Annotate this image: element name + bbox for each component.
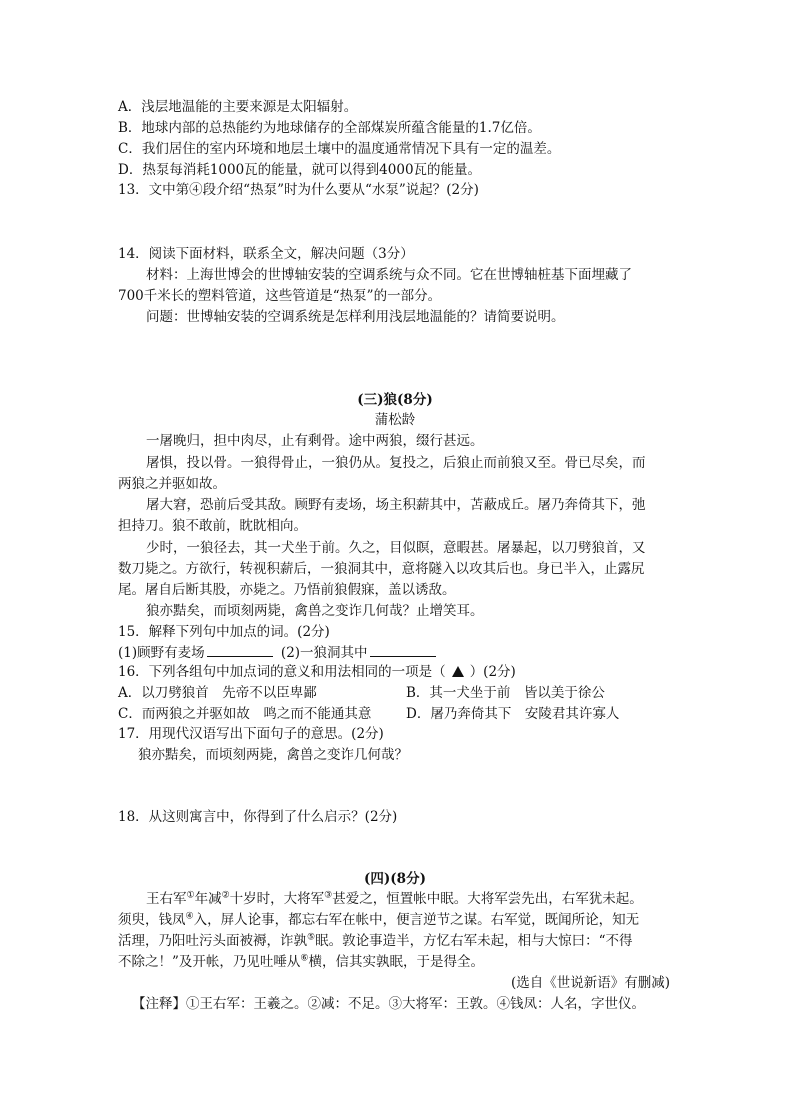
- passage-4-line: 王右军①年减②十岁时，大将军③甚爱之，恒置帐中眠。大将军尝先出，右军犹未起。: [146, 890, 643, 907]
- passage-4-line: 不除之！”及开帐，乃见吐唾从⑥横，信其实孰眠，于是得全。: [118, 953, 484, 970]
- question-16-row-1: [118, 683, 605, 703]
- passage-4-notes: 【注释】①王右军：王羲之。②减：不足。③大将军：王敦。④钱凤：人名，字世仪。: [132, 996, 645, 1012]
- note-marker: ①: [186, 890, 195, 901]
- note-marker: ④: [185, 911, 194, 922]
- passage-line: 屠惧，投以骨。一狼得骨止，一狼仍从。复投之，后狼止而前狼又至。骨已尽矣，而: [146, 455, 646, 471]
- question-18: 18．从这则寓言中，你得到了什么启示？(2分): [118, 809, 398, 825]
- option-b: B．地球内部的总热能约为地球储存的全部煤炭所蕴含能量的1.7亿倍。: [118, 120, 541, 136]
- question-16-points: ）(2分): [469, 664, 516, 680]
- passage-4-source: (选自《世说新语》有删减): [510, 975, 670, 991]
- question-16-option-c: C．而两狼之并驱如故 鸣之而不能通其意: [118, 706, 372, 722]
- question-13: 13．文中第④段介绍“热泵”时为什么要从“水泵”说起？(2分): [118, 182, 479, 198]
- passage-line: 一屠晚归，担中肉尽，止有剩骨。途中两狼，缀行甚远。: [146, 433, 484, 449]
- question-15-item-2: (2)一狼洞其中: [280, 645, 368, 661]
- question-16-option-b: B．其一犬坐于前 皆以美于徐公: [406, 685, 605, 701]
- question-15-item-1: (1)顾野有麦场: [118, 645, 205, 661]
- question-14-material-1: 材料：上海世博会的世博轴安装的空调系统与众不同。它在世博轴桩基下面埋藏了: [146, 267, 632, 283]
- question-17-sentence: 狼亦黠矣，而顷刻两毙，禽兽之变诈几何哉？: [138, 747, 408, 763]
- question-15-items: [118, 642, 436, 662]
- note-marker: ⑤: [307, 932, 316, 943]
- section-3-author: 蒲松龄: [374, 412, 416, 428]
- passage-4-line: 须臾，钱凤④入，屏人论事，都忘右军在帐中，便言逆节之谋。右军觉，既闻所论，知无: [118, 911, 640, 928]
- question-16-option-a: A．以刀劈狼首 先帝不以臣卑鄙: [118, 685, 317, 701]
- option-c: C．我们居住的室内环境和地层土壤中的温度通常情况下具有一定的温差。: [118, 141, 561, 157]
- passage-line: 尾。屠自后断其股，亦毙之。乃悟前狼假寐，盖以诱敌。: [118, 582, 456, 598]
- section-3-title: (三)狼(8分): [357, 392, 433, 408]
- question-17-stem: 17．用现代汉语写出下面句子的意思。(2分): [118, 726, 384, 742]
- question-14-question: 问题：世博轴安装的空调系统是怎样利用浅层地温能的？请简要说明。: [146, 309, 565, 325]
- passage-4-line: 活理，乃阳吐污头面被褥，诈孰⑤眠。敦论事造半，方忆右军未起，相与大惊曰：“不得: [118, 932, 633, 949]
- passage-line: 两狼之并驱如故。: [118, 476, 226, 492]
- note-marker: ⑥: [300, 953, 309, 964]
- answer-blank[interactable]: [207, 642, 273, 657]
- question-16-row-2: [118, 704, 620, 724]
- section-4-title: (四)(8分): [364, 871, 426, 887]
- question-14-stem: 14．阅读下面材料，联系全文，解决问题（3分）: [118, 246, 414, 262]
- passage-line: 屠大窘，恐前后受其敌。顾野有麦场，场主积薪其中，苫蔽成丘。屠乃奔倚其下，弛: [146, 497, 646, 513]
- question-14-material-2: 700千米长的塑料管道，这些管道是“热泵”的一部分。: [118, 288, 442, 304]
- passage-line: 狼亦黠矣，而顷刻两毙，禽兽之变诈几何哉？止增笑耳。: [146, 603, 484, 619]
- passage-line: 担持刀。狼不敢前，眈眈相向。: [118, 518, 307, 534]
- note-marker: ③: [324, 890, 333, 901]
- option-d: D．热泵每消耗1000瓦的能量，就可以得到4000瓦的能量。: [118, 162, 482, 178]
- question-16-stem: [118, 662, 516, 682]
- triangle-icon: [452, 666, 464, 677]
- answer-blank[interactable]: [370, 642, 436, 657]
- question-16-option-d: D．屠乃奔倚其下 安陵君其许寡人: [406, 706, 620, 722]
- note-marker: ②: [221, 890, 230, 901]
- passage-line: 数刀毙之。方欲行，转视积薪后，一狼洞其中，意将隧入以攻其后也。身已半入，止露尻: [118, 561, 645, 577]
- question-16-stem-text: 16．下列各组句中加点词的意义和用法相同的一项是（: [118, 664, 446, 680]
- question-15-stem: 15．解释下列句中加点的词。(2分): [118, 624, 330, 640]
- option-a: A．浅层地温能的主要来源是太阳辐射。: [118, 99, 358, 115]
- passage-line: 少时，一狼径去，其一犬坐于前。久之，目似瞑，意暇甚。屠暴起，以刀劈狼首，又: [146, 540, 646, 556]
